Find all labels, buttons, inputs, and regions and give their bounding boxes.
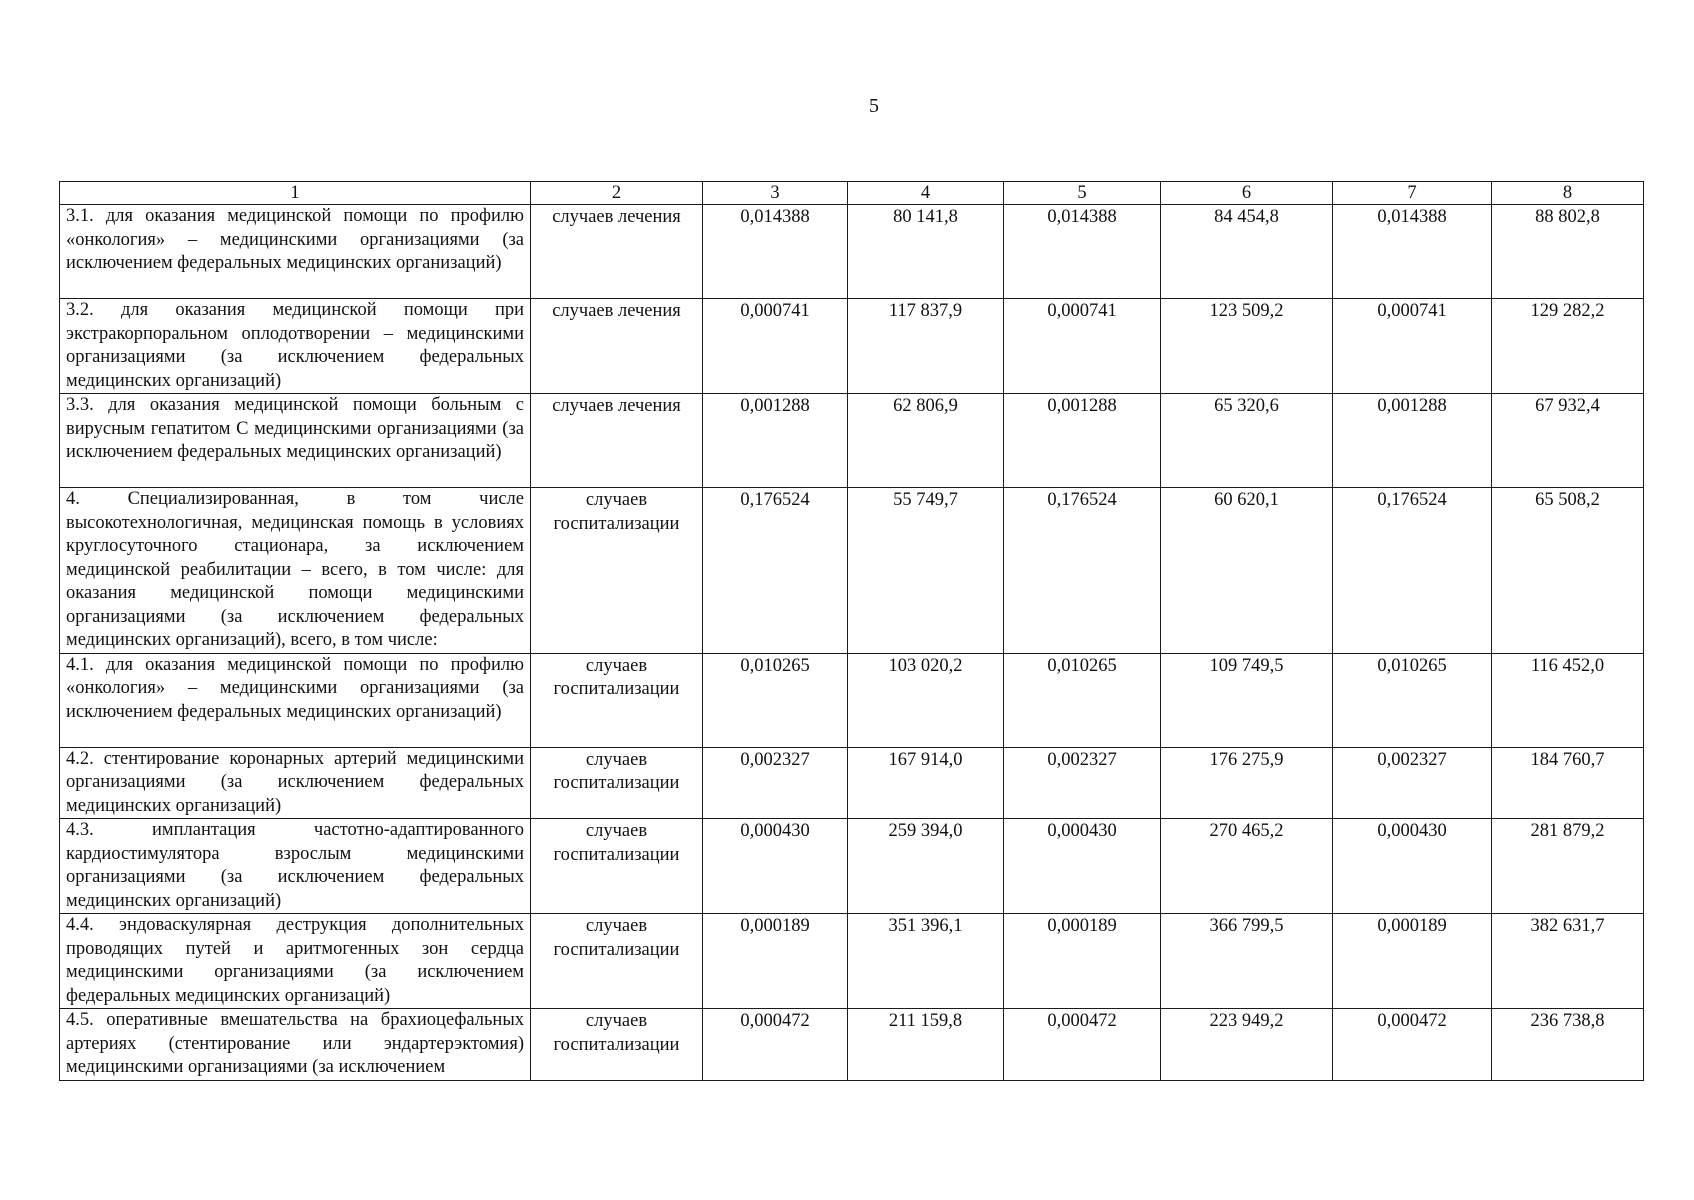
column-header: 2	[531, 182, 703, 205]
row-value: 0,010265	[703, 653, 848, 747]
row-value: 167 914,0	[848, 747, 1004, 819]
row-value: 117 837,9	[848, 299, 1004, 394]
row-value: 0,002327	[1333, 747, 1492, 819]
row-value: 0,000189	[1004, 914, 1161, 1009]
row-value: 176 275,9	[1161, 747, 1333, 819]
row-value: 281 879,2	[1492, 819, 1644, 914]
row-unit: случаев лечения	[531, 205, 703, 299]
row-value: 184 760,7	[1492, 747, 1644, 819]
row-unit: случаев лечения	[531, 299, 703, 394]
table-row	[60, 205, 1644, 299]
row-unit: случаев госпитализации	[531, 1009, 703, 1081]
row-name: 3.1. для оказания медицинской помощи по профилю «онкология» – медицинскими организациями (за исключением федеральных медицинских организаций)	[60, 205, 531, 299]
row-value: 80 141,8	[848, 205, 1004, 299]
row-value: 236 738,8	[1492, 1009, 1644, 1081]
row-value: 84 454,8	[1161, 205, 1333, 299]
table-row	[60, 488, 1644, 654]
table-row	[60, 653, 1644, 747]
row-value: 0,001288	[703, 394, 848, 488]
page-number: 5	[869, 95, 879, 117]
table-row	[60, 747, 1644, 819]
row-value: 0,002327	[1004, 747, 1161, 819]
row-value: 0,001288	[1004, 394, 1161, 488]
row-value: 116 452,0	[1492, 653, 1644, 747]
row-value: 0,000430	[703, 819, 848, 914]
row-value: 0,000741	[1333, 299, 1492, 394]
row-name: 4.5. оперативные вмешательства на брахиоцефальных артериях (стентирование или эндартерэктомия) медицинскими организациями (за исключением	[60, 1009, 531, 1081]
table-row	[60, 914, 1644, 1009]
row-value: 270 465,2	[1161, 819, 1333, 914]
row-value: 0,001288	[1333, 394, 1492, 488]
row-value: 129 282,2	[1492, 299, 1644, 394]
row-name: 4.3. имплантация частотно-адаптированного кардиостимулятора взрослым медицинскими организациями (за исключением федеральных медицинских организаций)	[60, 819, 531, 914]
tariff-table	[59, 181, 1644, 1081]
row-value: 0,010265	[1004, 653, 1161, 747]
row-name: 3.2. для оказания медицинской помощи при экстракорпоральном оплодотворении – медицинскими организациями (за исключением федеральных медицинских организаций)	[60, 299, 531, 394]
row-value: 0,000430	[1333, 819, 1492, 914]
row-value: 0,000741	[703, 299, 848, 394]
row-unit: случаев лечения	[531, 394, 703, 488]
row-unit: случаев госпитализации	[531, 653, 703, 747]
row-value: 0,014388	[1004, 205, 1161, 299]
row-value: 62 806,9	[848, 394, 1004, 488]
table-row	[60, 819, 1644, 914]
row-name: 4.4. эндоваскулярная деструкция дополнительных проводящих путей и аритмогенных зон сердца медицинскими организациями (за исключением федеральных медицинских организаций)	[60, 914, 531, 1009]
row-value: 223 949,2	[1161, 1009, 1333, 1081]
row-name: 4. Специализированная, в том числе высокотехнологичная, медицинская помощь в условиях круглосуточного стационара, за исключением медицинской реабилитации – всего, в том числе: для оказания медицинской помощи медицинскими организациями (за исключением федеральных медицинских организаций), всего, в том числе:	[60, 488, 531, 654]
row-value: 0,000430	[1004, 819, 1161, 914]
column-number-row	[60, 182, 1644, 205]
row-unit: случаев госпитализации	[531, 914, 703, 1009]
row-name: 3.3. для оказания медицинской помощи больным с вирусным гепатитом С медицинскими организациями (за исключением федеральных медицинских организаций)	[60, 394, 531, 488]
row-value: 55 749,7	[848, 488, 1004, 654]
column-header: 8	[1492, 182, 1644, 205]
table-row	[60, 299, 1644, 394]
row-value: 0,000472	[1333, 1009, 1492, 1081]
column-header: 5	[1004, 182, 1161, 205]
column-header: 4	[848, 182, 1004, 205]
row-value: 366 799,5	[1161, 914, 1333, 1009]
row-value: 0,000189	[1333, 914, 1492, 1009]
row-value: 382 631,7	[1492, 914, 1644, 1009]
row-value: 0,010265	[1333, 653, 1492, 747]
row-value: 88 802,8	[1492, 205, 1644, 299]
table-header	[60, 182, 1644, 205]
row-value: 0,176524	[1004, 488, 1161, 654]
table-body	[60, 205, 1644, 1081]
row-value: 123 509,2	[1161, 299, 1333, 394]
column-header: 6	[1161, 182, 1333, 205]
column-header: 1	[60, 182, 531, 205]
row-value: 60 620,1	[1161, 488, 1333, 654]
row-value: 0,176524	[703, 488, 848, 654]
column-header: 3	[703, 182, 848, 205]
row-value: 0,000472	[1004, 1009, 1161, 1081]
table-row	[60, 1009, 1644, 1081]
row-name: 4.1. для оказания медицинской помощи по профилю «онкология» – медицинскими организациями (за исключением федеральных медицинских организаций)	[60, 653, 531, 747]
row-value: 65 320,6	[1161, 394, 1333, 488]
row-unit: случаев госпитализации	[531, 819, 703, 914]
row-value: 259 394,0	[848, 819, 1004, 914]
row-value: 0,000741	[1004, 299, 1161, 394]
row-value: 0,000472	[703, 1009, 848, 1081]
row-value: 0,014388	[1333, 205, 1492, 299]
row-value: 103 020,2	[848, 653, 1004, 747]
row-unit: случаев госпитализации	[531, 747, 703, 819]
row-value: 109 749,5	[1161, 653, 1333, 747]
row-value: 211 159,8	[848, 1009, 1004, 1081]
row-unit: случаев госпитализации	[531, 488, 703, 654]
row-value: 0,014388	[703, 205, 848, 299]
row-value: 0,176524	[1333, 488, 1492, 654]
row-value: 67 932,4	[1492, 394, 1644, 488]
column-header: 7	[1333, 182, 1492, 205]
row-value: 0,002327	[703, 747, 848, 819]
row-value: 0,000189	[703, 914, 848, 1009]
row-name: 4.2. стентирование коронарных артерий медицинскими организациями (за исключением федеральных медицинских организаций)	[60, 747, 531, 819]
row-value: 65 508,2	[1492, 488, 1644, 654]
row-value: 351 396,1	[848, 914, 1004, 1009]
table-row	[60, 394, 1644, 488]
